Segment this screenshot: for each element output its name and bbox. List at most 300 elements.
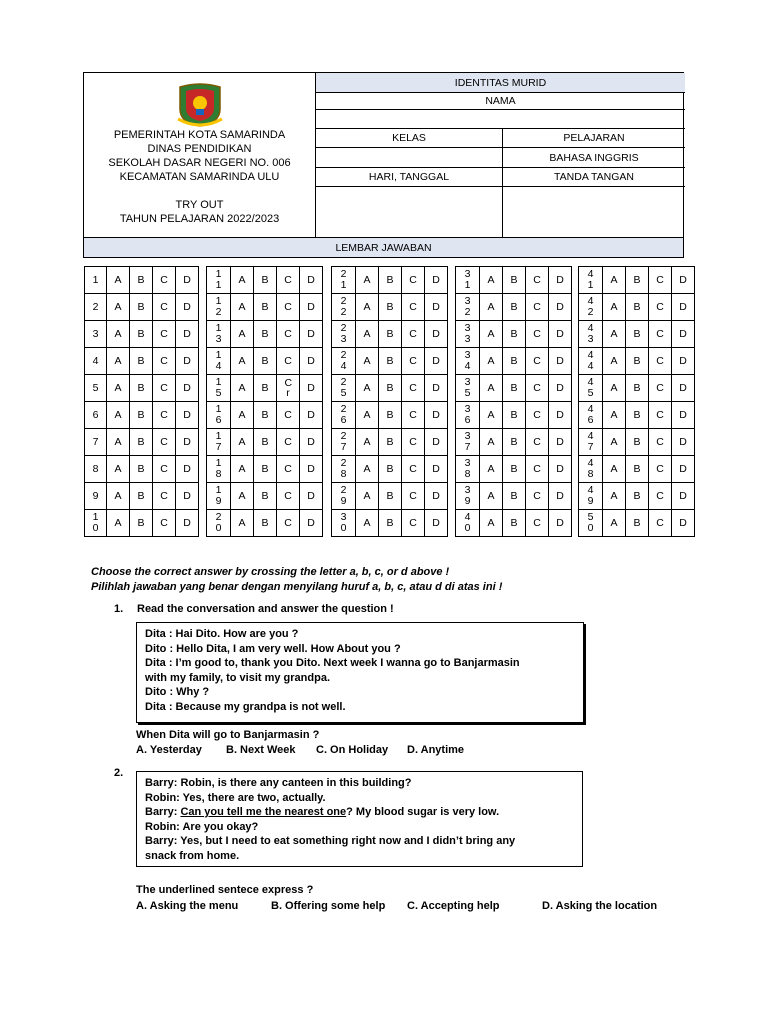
answer-row bbox=[85, 267, 199, 294]
question-number: 6 bbox=[85, 402, 107, 429]
option-a[interactable]: A bbox=[603, 510, 626, 537]
option-c[interactable]: C bbox=[153, 429, 176, 456]
option-b[interactable]: B bbox=[130, 348, 153, 375]
option-d[interactable]: D bbox=[549, 348, 572, 375]
option-d[interactable]: D bbox=[425, 402, 448, 429]
question-number: 27 bbox=[332, 429, 356, 456]
option-a[interactable]: A bbox=[107, 267, 130, 294]
question-number: 34 bbox=[456, 348, 480, 375]
answer-row bbox=[579, 510, 695, 537]
question-number: 33 bbox=[456, 321, 480, 348]
option-c[interactable]: C bbox=[153, 483, 176, 510]
question-number: 30 bbox=[332, 510, 356, 537]
option-b[interactable]: B bbox=[379, 429, 402, 456]
answer-row bbox=[456, 348, 572, 375]
answer-row bbox=[456, 294, 572, 321]
option-c[interactable]: C bbox=[402, 483, 425, 510]
option-a[interactable]: A bbox=[356, 429, 379, 456]
option-b[interactable]: B bbox=[254, 510, 277, 537]
option-c[interactable]: C bbox=[153, 321, 176, 348]
option-b[interactable]: B bbox=[503, 321, 526, 348]
q2-line: Barry: Robin, is there any canteen in this building? bbox=[145, 777, 412, 789]
answer-row bbox=[579, 456, 695, 483]
option-a[interactable]: A bbox=[107, 375, 130, 402]
option-d[interactable]: D bbox=[300, 510, 323, 537]
option-d[interactable]: D bbox=[176, 429, 199, 456]
option-a[interactable]: A bbox=[480, 429, 503, 456]
q2-line: Robin: Are you okay? bbox=[145, 820, 259, 833]
answer-row bbox=[579, 294, 695, 321]
option-b[interactable]: B bbox=[254, 483, 277, 510]
option-c[interactable]: C bbox=[402, 348, 425, 375]
option-b[interactable]: B bbox=[254, 294, 277, 321]
option-d[interactable]: D bbox=[672, 321, 695, 348]
option-b[interactable]: B bbox=[503, 456, 526, 483]
option-c[interactable]: C bbox=[153, 510, 176, 537]
option-c[interactable]: C bbox=[649, 510, 672, 537]
q2-choice-c[interactable]: C. Accepting help bbox=[407, 900, 500, 912]
question-number: 49 bbox=[579, 483, 603, 510]
q2-choice-d[interactable]: D. Asking the location bbox=[542, 900, 658, 912]
option-b[interactable]: B bbox=[130, 510, 153, 537]
question-number: 23 bbox=[332, 321, 356, 348]
option-a[interactable]: A bbox=[231, 321, 254, 348]
option-b[interactable]: B bbox=[254, 375, 277, 402]
option-a[interactable]: A bbox=[603, 348, 626, 375]
question-number: 45 bbox=[579, 375, 603, 402]
q2-question: The underlined sentece express ? bbox=[136, 884, 314, 896]
question-number: 25 bbox=[332, 375, 356, 402]
question-number: 9 bbox=[85, 483, 107, 510]
question-number: 43 bbox=[579, 321, 603, 348]
question-number: 31 bbox=[456, 267, 480, 294]
option-c[interactable]: C bbox=[649, 294, 672, 321]
option-d[interactable]: D bbox=[300, 294, 323, 321]
option-a[interactable]: A bbox=[356, 483, 379, 510]
answer-row bbox=[332, 483, 448, 510]
question-number: 37 bbox=[456, 429, 480, 456]
option-c[interactable]: C bbox=[277, 510, 300, 537]
answer-row bbox=[207, 294, 323, 321]
option-c[interactable]: C bbox=[649, 402, 672, 429]
option-b[interactable]: B bbox=[626, 321, 649, 348]
option-a[interactable]: A bbox=[356, 456, 379, 483]
q1-line: Dita : I’m good to, thank you Dito. Next week I wanna go to Banjarmasin bbox=[145, 657, 520, 670]
option-d[interactable]: D bbox=[549, 294, 572, 321]
option-d[interactable]: D bbox=[672, 375, 695, 402]
exam-title: TRY OUT bbox=[175, 199, 224, 211]
option-c[interactable]: C bbox=[526, 321, 549, 348]
option-c[interactable]: C bbox=[402, 267, 425, 294]
option-a[interactable]: A bbox=[603, 321, 626, 348]
option-a[interactable]: A bbox=[356, 402, 379, 429]
option-a[interactable]: A bbox=[603, 456, 626, 483]
question-number: 18 bbox=[207, 456, 231, 483]
option-d[interactable]: D bbox=[300, 456, 323, 483]
option-c[interactable]: C bbox=[153, 402, 176, 429]
q2-line: Robin: Yes, there are two, actually. bbox=[145, 791, 326, 804]
option-b[interactable]: B bbox=[379, 510, 402, 537]
option-a[interactable]: A bbox=[231, 348, 254, 375]
option-a[interactable]: A bbox=[107, 348, 130, 375]
option-d[interactable]: D bbox=[425, 510, 448, 537]
option-c[interactable]: C bbox=[649, 483, 672, 510]
option-b[interactable]: B bbox=[503, 348, 526, 375]
option-a[interactable]: A bbox=[231, 429, 254, 456]
option-c[interactable]: C bbox=[153, 375, 176, 402]
answer-row bbox=[332, 267, 448, 294]
option-d[interactable]: D bbox=[425, 267, 448, 294]
option-a[interactable]: A bbox=[356, 348, 379, 375]
nama-label: NAMA bbox=[316, 92, 685, 109]
option-d[interactable]: D bbox=[672, 294, 695, 321]
option-d[interactable]: D bbox=[672, 402, 695, 429]
underlined-sentence: Can you tell me the nearest one bbox=[180, 806, 347, 819]
instruction-id: Pilihlah jawaban yang benar dengan menyilang huruf a, b, c, atau d di atas ini ! bbox=[91, 581, 503, 593]
option-d[interactable]: D bbox=[549, 267, 572, 294]
option-c[interactable]: C bbox=[526, 429, 549, 456]
option-b[interactable]: B bbox=[379, 294, 402, 321]
option-b[interactable]: B bbox=[379, 483, 402, 510]
q1-question: When Dita will go to Banjarmasin ? bbox=[136, 729, 320, 741]
answer-row bbox=[456, 510, 572, 537]
option-b[interactable]: B bbox=[130, 321, 153, 348]
option-b[interactable]: B bbox=[503, 402, 526, 429]
answer-row bbox=[207, 321, 323, 348]
option-b[interactable]: B bbox=[379, 321, 402, 348]
question-number: 4 bbox=[85, 348, 107, 375]
option-d[interactable]: D bbox=[425, 429, 448, 456]
option-d[interactable]: D bbox=[425, 321, 448, 348]
option-c[interactable]: C bbox=[402, 510, 425, 537]
question-number: 24 bbox=[332, 348, 356, 375]
option-a[interactable]: A bbox=[356, 321, 379, 348]
answer-row bbox=[85, 294, 199, 321]
option-c[interactable]: C bbox=[153, 348, 176, 375]
option-c[interactable]: C bbox=[526, 456, 549, 483]
school-block bbox=[84, 73, 315, 237]
option-a[interactable]: A bbox=[107, 429, 130, 456]
answer-row bbox=[456, 483, 572, 510]
option-a[interactable]: A bbox=[231, 402, 254, 429]
answer-column-5 bbox=[578, 266, 695, 537]
option-b[interactable]: B bbox=[130, 402, 153, 429]
answer-row bbox=[332, 348, 448, 375]
kelas-field[interactable] bbox=[316, 147, 502, 167]
question-number: 11 bbox=[207, 267, 231, 294]
option-d[interactable]: D bbox=[672, 429, 695, 456]
option-a[interactable]: A bbox=[603, 375, 626, 402]
option-c[interactable]: C bbox=[526, 402, 549, 429]
option-c[interactable]: C bbox=[153, 267, 176, 294]
option-b[interactable]: B bbox=[130, 267, 153, 294]
option-d[interactable]: D bbox=[549, 429, 572, 456]
option-b[interactable]: B bbox=[503, 267, 526, 294]
answer-row bbox=[207, 267, 323, 294]
answer-row bbox=[579, 348, 695, 375]
option-a[interactable]: A bbox=[480, 348, 503, 375]
question-number: 14 bbox=[207, 348, 231, 375]
hari-field[interactable] bbox=[316, 186, 502, 237]
option-d[interactable]: D bbox=[425, 294, 448, 321]
option-a[interactable]: A bbox=[480, 321, 503, 348]
q1-choice-a[interactable]: A. Yesterday bbox=[136, 744, 202, 756]
option-d[interactable]: D bbox=[300, 429, 323, 456]
option-a[interactable]: A bbox=[480, 510, 503, 537]
option-a[interactable]: A bbox=[356, 375, 379, 402]
option-a[interactable]: A bbox=[107, 321, 130, 348]
option-d[interactable]: D bbox=[300, 321, 323, 348]
option-c[interactable]: C bbox=[402, 402, 425, 429]
pelajaran-label: PELAJARAN bbox=[502, 128, 685, 147]
option-c[interactable]: C bbox=[649, 429, 672, 456]
option-d[interactable]: D bbox=[672, 267, 695, 294]
option-d[interactable]: D bbox=[176, 267, 199, 294]
option-d[interactable]: D bbox=[549, 321, 572, 348]
option-d[interactable]: D bbox=[549, 483, 572, 510]
option-c[interactable]: C bbox=[153, 456, 176, 483]
option-a[interactable]: A bbox=[107, 456, 130, 483]
option-d[interactable]: D bbox=[672, 348, 695, 375]
q1-choice-d[interactable]: D. Anytime bbox=[407, 744, 465, 756]
option-a[interactable]: A bbox=[356, 267, 379, 294]
option-a[interactable]: A bbox=[231, 375, 254, 402]
option-b[interactable]: B bbox=[130, 294, 153, 321]
answer-row bbox=[456, 429, 572, 456]
question-number: 16 bbox=[207, 402, 231, 429]
option-d[interactable]: D bbox=[549, 402, 572, 429]
option-c[interactable]: C bbox=[649, 375, 672, 402]
option-b[interactable]: B bbox=[254, 321, 277, 348]
question-number: 47 bbox=[579, 429, 603, 456]
option-a[interactable]: A bbox=[480, 267, 503, 294]
question-number: 32 bbox=[456, 294, 480, 321]
option-a[interactable]: A bbox=[603, 402, 626, 429]
option-a[interactable]: A bbox=[603, 267, 626, 294]
option-d[interactable]: D bbox=[176, 510, 199, 537]
answer-row bbox=[456, 267, 572, 294]
question-number: 50 bbox=[579, 510, 603, 537]
option-c[interactable]: C bbox=[277, 429, 300, 456]
option-c[interactable]: C bbox=[402, 375, 425, 402]
q2-dialog-box bbox=[136, 771, 583, 867]
question-number: 28 bbox=[332, 456, 356, 483]
question-number: 1 bbox=[85, 267, 107, 294]
q2-number: 2. bbox=[114, 767, 124, 779]
option-d[interactable]: D bbox=[176, 348, 199, 375]
option-d[interactable]: D bbox=[300, 375, 323, 402]
option-b[interactable]: B bbox=[626, 294, 649, 321]
option-c[interactable]: C bbox=[526, 510, 549, 537]
question-number: 29 bbox=[332, 483, 356, 510]
option-d[interactable]: D bbox=[549, 510, 572, 537]
answer-row bbox=[332, 510, 448, 537]
option-b[interactable]: B bbox=[130, 375, 153, 402]
option-a[interactable]: A bbox=[231, 510, 254, 537]
option-b[interactable]: B bbox=[503, 510, 526, 537]
answer-row bbox=[85, 456, 199, 483]
answer-row bbox=[85, 375, 199, 402]
option-d[interactable]: D bbox=[300, 402, 323, 429]
option-a[interactable]: A bbox=[231, 483, 254, 510]
option-b[interactable]: B bbox=[503, 375, 526, 402]
option-c[interactable]: C bbox=[153, 294, 176, 321]
option-b[interactable]: B bbox=[626, 267, 649, 294]
option-c[interactable]: C bbox=[526, 348, 549, 375]
answer-row bbox=[85, 510, 199, 537]
option-a[interactable]: A bbox=[107, 294, 130, 321]
option-b[interactable]: B bbox=[626, 510, 649, 537]
option-b[interactable]: B bbox=[626, 429, 649, 456]
option-b[interactable]: B bbox=[626, 483, 649, 510]
option-c[interactable]: Cr bbox=[277, 375, 300, 402]
option-b[interactable]: B bbox=[503, 483, 526, 510]
option-c[interactable]: C bbox=[526, 483, 549, 510]
answer-column-2 bbox=[206, 266, 323, 537]
option-c[interactable]: C bbox=[526, 267, 549, 294]
option-b[interactable]: B bbox=[254, 429, 277, 456]
option-d[interactable]: D bbox=[300, 348, 323, 375]
option-c[interactable]: C bbox=[277, 402, 300, 429]
option-b[interactable]: B bbox=[130, 483, 153, 510]
question-number: 48 bbox=[579, 456, 603, 483]
option-a[interactable]: A bbox=[603, 429, 626, 456]
option-b[interactable]: B bbox=[254, 348, 277, 375]
option-b[interactable]: B bbox=[503, 294, 526, 321]
q1-choice-b[interactable]: B. Next Week bbox=[226, 744, 296, 756]
answer-row bbox=[332, 375, 448, 402]
option-a[interactable]: A bbox=[603, 294, 626, 321]
question-number: 40 bbox=[456, 510, 480, 537]
option-a[interactable]: A bbox=[231, 294, 254, 321]
option-c[interactable]: C bbox=[277, 348, 300, 375]
option-d[interactable]: D bbox=[176, 402, 199, 429]
option-c[interactable]: C bbox=[402, 321, 425, 348]
option-b[interactable]: B bbox=[254, 267, 277, 294]
q2-choice-b[interactable]: B. Offering some help bbox=[271, 900, 386, 912]
option-b[interactable]: B bbox=[626, 456, 649, 483]
option-d[interactable]: D bbox=[672, 483, 695, 510]
option-d[interactable]: D bbox=[672, 510, 695, 537]
option-d[interactable]: D bbox=[176, 483, 199, 510]
option-d[interactable]: D bbox=[425, 483, 448, 510]
option-a[interactable]: A bbox=[480, 375, 503, 402]
option-c[interactable]: C bbox=[277, 267, 300, 294]
option-b[interactable]: B bbox=[379, 267, 402, 294]
question-number: 7 bbox=[85, 429, 107, 456]
q2-choice-a[interactable]: A. Asking the menu bbox=[136, 900, 239, 912]
option-d[interactable]: D bbox=[549, 375, 572, 402]
option-c[interactable]: C bbox=[526, 375, 549, 402]
option-c[interactable]: C bbox=[649, 348, 672, 375]
option-b[interactable]: B bbox=[254, 402, 277, 429]
question-number: 13 bbox=[207, 321, 231, 348]
option-a[interactable]: A bbox=[480, 483, 503, 510]
answer-row bbox=[579, 321, 695, 348]
lembar-jawaban-heading: LEMBAR JAWABAN bbox=[84, 237, 683, 257]
option-d[interactable]: D bbox=[300, 483, 323, 510]
option-a[interactable]: A bbox=[480, 294, 503, 321]
answer-row bbox=[207, 375, 323, 402]
option-c[interactable]: C bbox=[277, 294, 300, 321]
option-a[interactable]: A bbox=[480, 402, 503, 429]
question-number: 22 bbox=[332, 294, 356, 321]
option-c[interactable]: C bbox=[277, 456, 300, 483]
option-c[interactable]: C bbox=[649, 456, 672, 483]
q1-choice-c[interactable]: C. On Holiday bbox=[316, 744, 389, 756]
school-line-2: DINAS PENDIDIKAN bbox=[147, 143, 252, 155]
option-a[interactable]: A bbox=[231, 456, 254, 483]
q1-dialog-box bbox=[136, 622, 584, 723]
option-b[interactable]: B bbox=[379, 402, 402, 429]
option-a[interactable]: A bbox=[480, 456, 503, 483]
option-d[interactable]: D bbox=[176, 294, 199, 321]
hari-label: HARI, TANGGAL bbox=[316, 167, 502, 186]
option-c[interactable]: C bbox=[277, 483, 300, 510]
nama-field[interactable] bbox=[316, 109, 685, 128]
option-d[interactable]: D bbox=[425, 456, 448, 483]
answer-row bbox=[579, 483, 695, 510]
option-c[interactable]: C bbox=[402, 456, 425, 483]
option-a[interactable]: A bbox=[231, 267, 254, 294]
option-c[interactable]: C bbox=[649, 267, 672, 294]
option-b[interactable]: B bbox=[626, 348, 649, 375]
tanda-field[interactable] bbox=[502, 186, 685, 237]
question-number: 26 bbox=[332, 402, 356, 429]
option-b[interactable]: B bbox=[379, 375, 402, 402]
question-number: 10 bbox=[85, 510, 107, 537]
q1-line: Dita : Hai Dito. How are you ? bbox=[145, 628, 299, 640]
option-b[interactable]: B bbox=[379, 348, 402, 375]
option-a[interactable]: A bbox=[603, 483, 626, 510]
option-d[interactable]: D bbox=[425, 375, 448, 402]
option-b[interactable]: B bbox=[130, 456, 153, 483]
option-c[interactable]: C bbox=[402, 429, 425, 456]
option-d[interactable]: D bbox=[425, 348, 448, 375]
option-c[interactable]: C bbox=[649, 321, 672, 348]
option-c[interactable]: C bbox=[526, 294, 549, 321]
option-a[interactable]: A bbox=[107, 510, 130, 537]
option-d[interactable]: D bbox=[300, 267, 323, 294]
option-a[interactable]: A bbox=[107, 483, 130, 510]
question-number: 42 bbox=[579, 294, 603, 321]
answer-row bbox=[85, 402, 199, 429]
school-line-1: PEMERINTAH KOTA SAMARINDA bbox=[113, 129, 286, 141]
option-b[interactable]: B bbox=[626, 402, 649, 429]
option-a[interactable]: A bbox=[356, 510, 379, 537]
answer-row bbox=[207, 483, 323, 510]
option-d[interactable]: D bbox=[176, 456, 199, 483]
option-a[interactable]: A bbox=[356, 294, 379, 321]
option-a[interactable]: A bbox=[107, 402, 130, 429]
option-b[interactable]: B bbox=[626, 375, 649, 402]
option-d[interactable]: D bbox=[672, 456, 695, 483]
option-c[interactable]: C bbox=[277, 321, 300, 348]
option-d[interactable]: D bbox=[176, 321, 199, 348]
question-number: 17 bbox=[207, 429, 231, 456]
option-b[interactable]: B bbox=[503, 429, 526, 456]
option-b[interactable]: B bbox=[130, 429, 153, 456]
option-b[interactable]: B bbox=[254, 456, 277, 483]
option-d[interactable]: D bbox=[176, 375, 199, 402]
question-number: 44 bbox=[579, 348, 603, 375]
option-b[interactable]: B bbox=[379, 456, 402, 483]
answer-row bbox=[85, 321, 199, 348]
question-number: 3 bbox=[85, 321, 107, 348]
option-d[interactable]: D bbox=[549, 456, 572, 483]
answer-row bbox=[456, 321, 572, 348]
option-c[interactable]: C bbox=[402, 294, 425, 321]
